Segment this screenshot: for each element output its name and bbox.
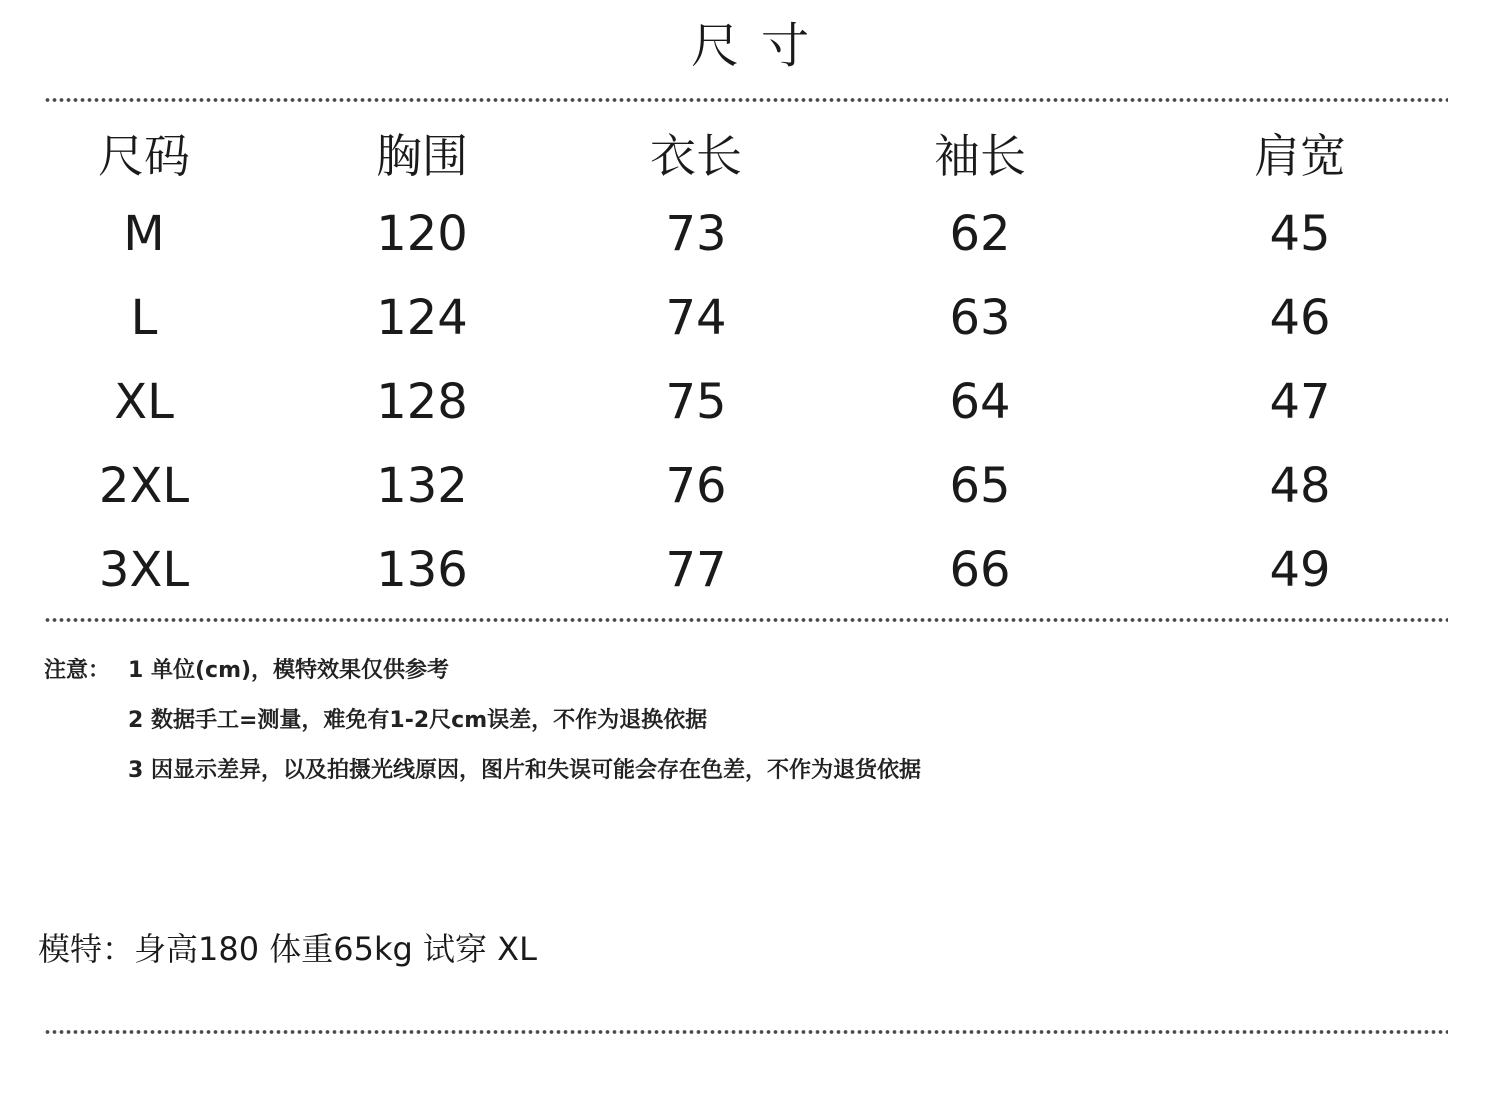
- table-cell: 45: [1269, 206, 1331, 262]
- table-cell: 75: [665, 374, 727, 430]
- table-cell: 64: [949, 374, 1011, 430]
- table-row: [0, 450, 1500, 534]
- table-cell: 128: [376, 374, 468, 430]
- dotted-divider-top: [44, 97, 1448, 103]
- model-info: 模特：身高180 体重65kg 试穿 XL: [38, 930, 537, 968]
- table-cell: 63: [949, 290, 1011, 346]
- table-cell: 47: [1269, 374, 1331, 430]
- page-title: 尺寸: [690, 18, 831, 74]
- table-cell: 77: [665, 542, 727, 598]
- table-cell: 3XL: [98, 542, 190, 598]
- notes-label: 注意：: [44, 658, 111, 683]
- table-header-row: [0, 120, 1500, 204]
- dotted-divider-middle: [44, 617, 1448, 623]
- note-line-2: [128, 706, 707, 736]
- table-cell: 65: [949, 458, 1011, 514]
- table-cell: 124: [376, 290, 468, 346]
- table-cell: L: [130, 290, 158, 346]
- table-cell: 48: [1269, 458, 1331, 514]
- header-length: 衣长: [650, 129, 742, 183]
- table-cell: 74: [665, 290, 727, 346]
- header-chest: 胸围: [376, 129, 468, 183]
- table-row: [0, 198, 1500, 282]
- table-cell: 132: [376, 458, 468, 514]
- table-cell: 2XL: [98, 458, 190, 514]
- note-text: 3 因显示差异，以及拍摄光线原因，图片和失误可能会存在色差，不作为退货依据: [128, 758, 921, 783]
- table-cell: XL: [114, 374, 174, 430]
- table-cell: 73: [665, 206, 727, 262]
- table-row: [0, 282, 1500, 366]
- table-cell: 120: [376, 206, 468, 262]
- dotted-divider-bottom: [44, 1029, 1448, 1035]
- header-sleeve: 袖长: [934, 129, 1026, 183]
- table-cell: 136: [376, 542, 468, 598]
- note-line-1: [44, 656, 449, 686]
- table-row: [0, 534, 1500, 618]
- table-cell: 76: [665, 458, 727, 514]
- header-size: 尺码: [98, 129, 190, 183]
- table-cell: 49: [1269, 542, 1331, 598]
- note-text: 2 数据手工=测量，难免有1-2尺cm误差，不作为退换依据: [128, 708, 708, 733]
- table-cell: 66: [949, 542, 1011, 598]
- table-cell: M: [123, 206, 165, 262]
- table-cell: 46: [1269, 290, 1331, 346]
- note-text: 1 单位(cm)，模特效果仅供参考: [128, 658, 450, 683]
- note-line-3: [128, 756, 921, 786]
- header-shoulder: 肩宽: [1254, 129, 1346, 183]
- table-row: [0, 366, 1500, 450]
- table-cell: 62: [949, 206, 1011, 262]
